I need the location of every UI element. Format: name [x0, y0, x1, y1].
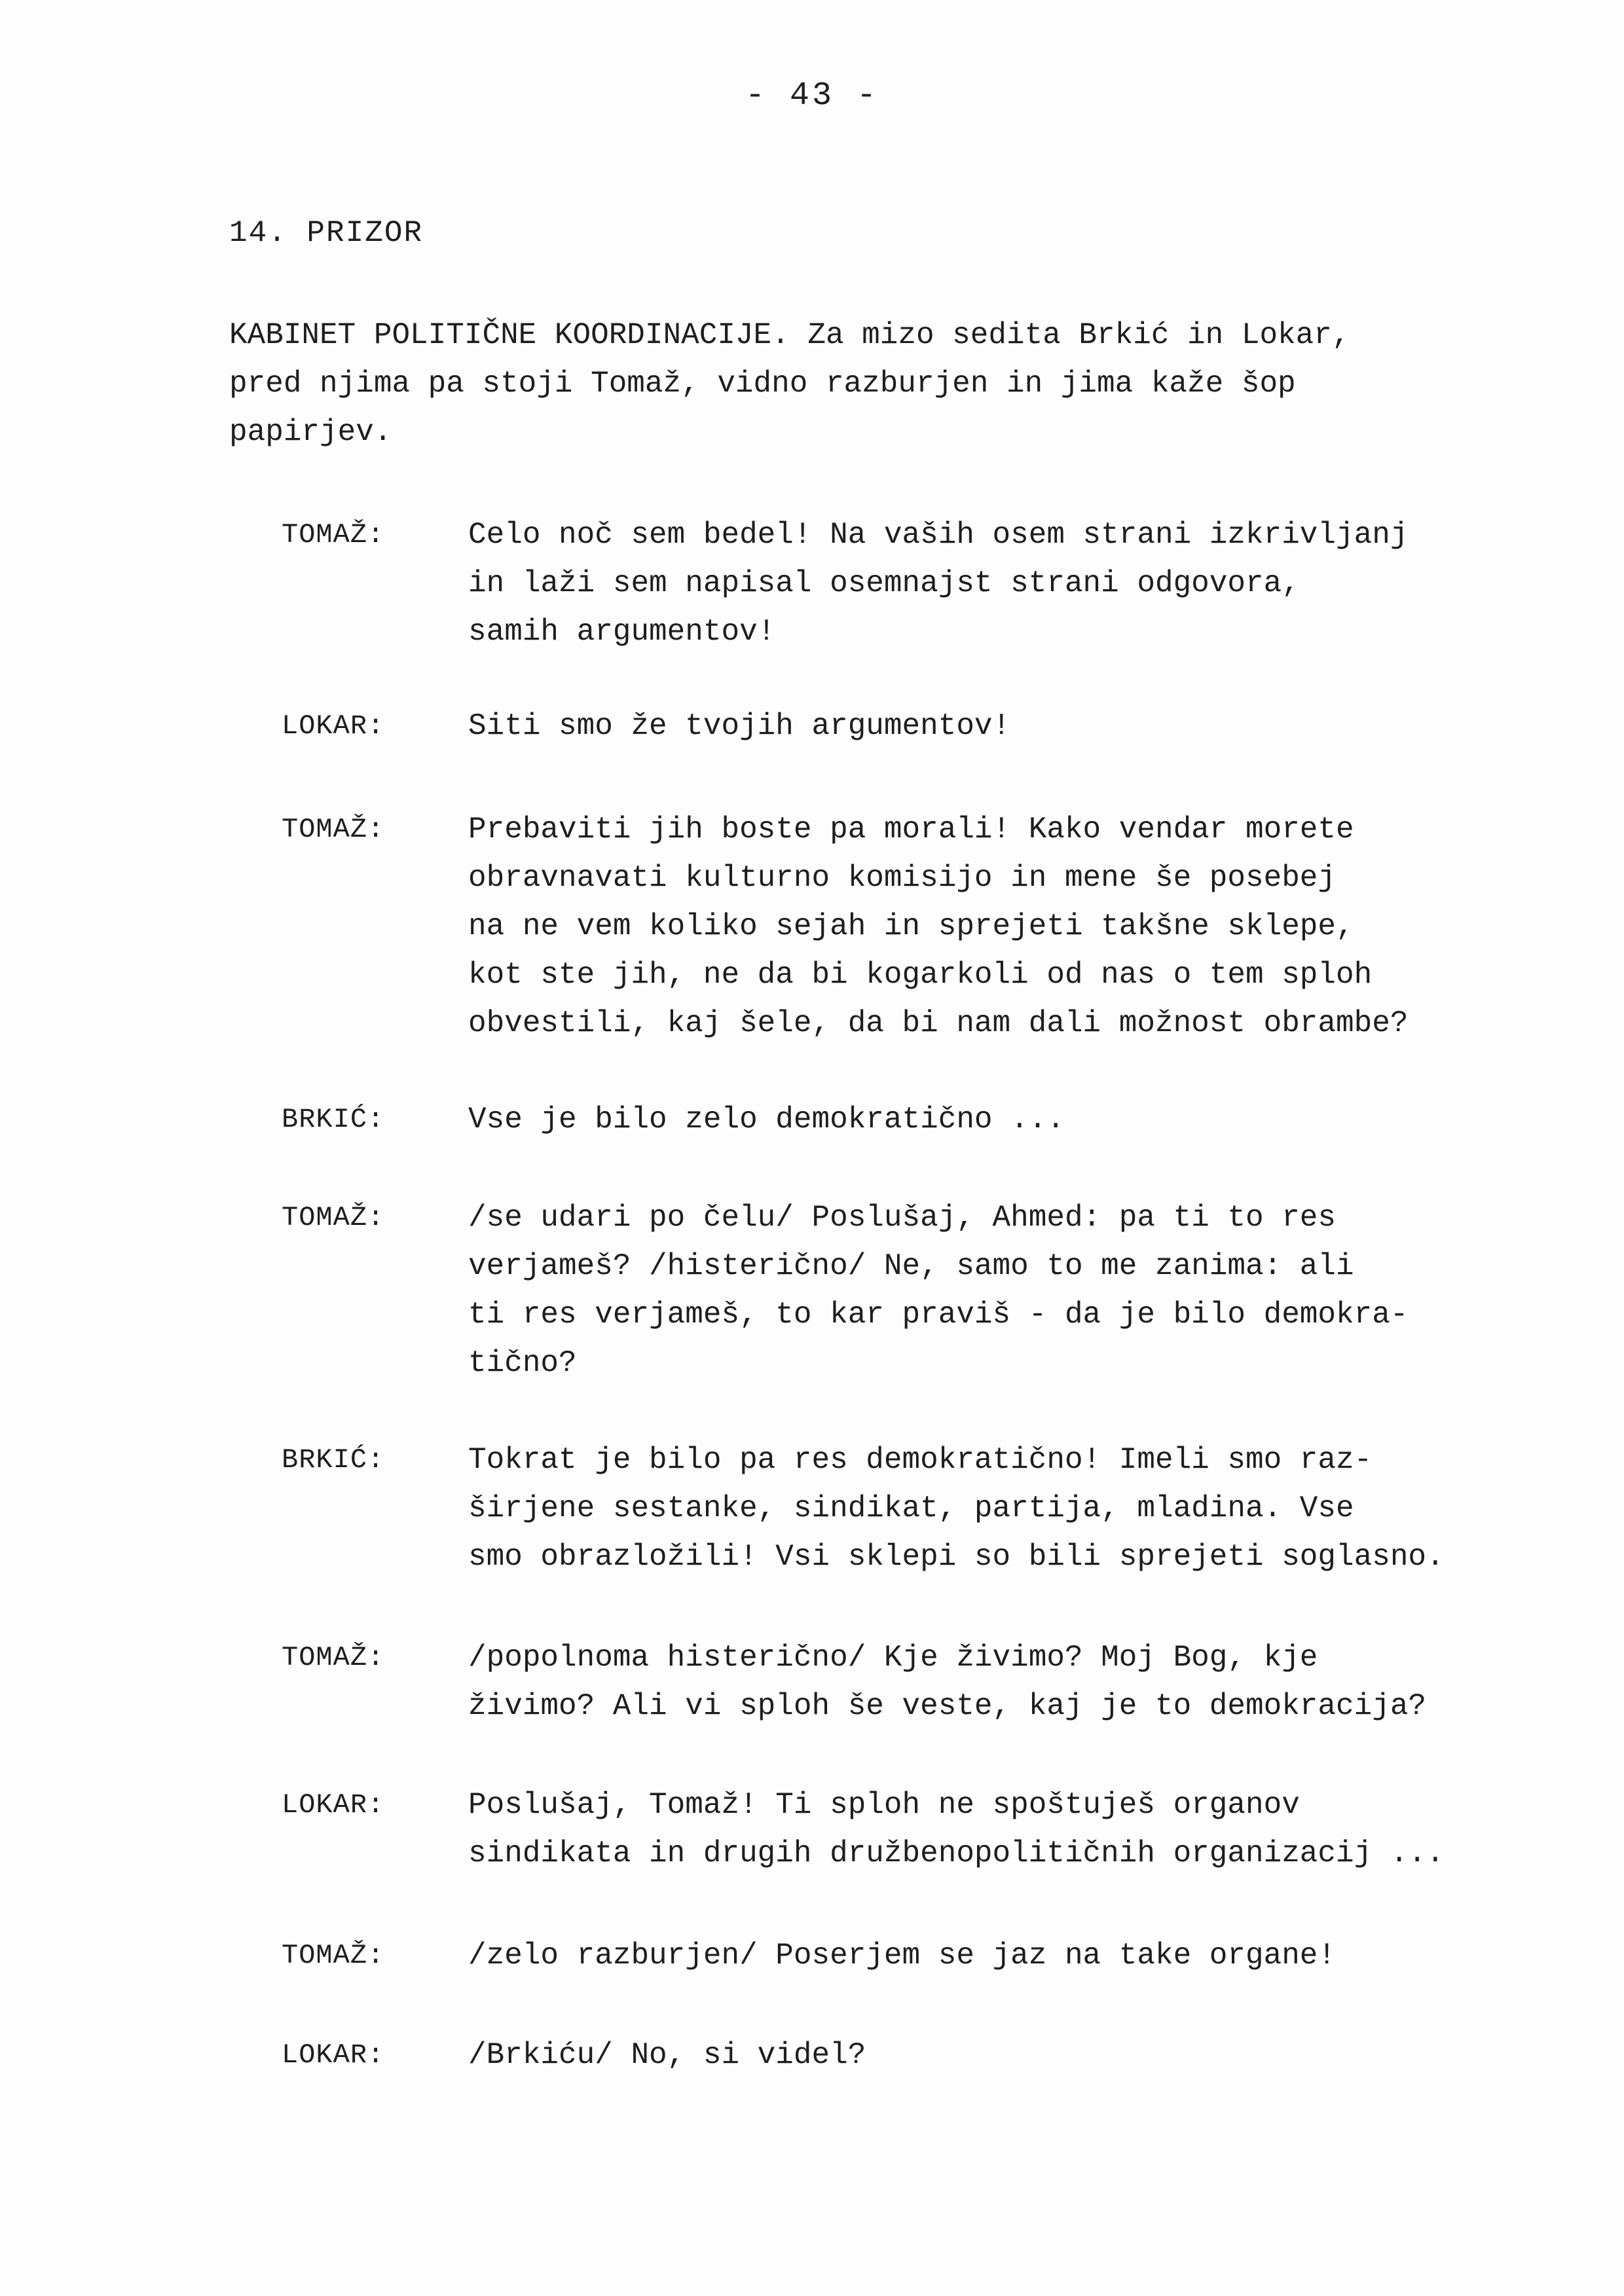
speaker-label: TOMAŽ: — [282, 814, 385, 845]
dialogue-text: Tokrat je bilo pa res demokratično! Imeli smo raz- širjene sestanke, sindikat, partija, mladina. Vse smo obrazložili! Vsi sklepi so bili sprejeti soglasno. — [468, 1443, 1445, 1574]
speaker-label: LOKAR: — [282, 710, 385, 742]
dialogue-text: Siti smo že tvojih argumentov! — [468, 709, 1011, 743]
speaker-label: TOMAŽ: — [282, 519, 385, 551]
scene-title: 14. PRIZOR — [229, 216, 424, 250]
dialogue-text: /popolnoma histerično/ Kje živimo? Moj Bog, kje živimo? Ali vi sploh še veste, kaj je to demokracija? — [468, 1641, 1427, 1723]
page-number: - 43 - — [745, 77, 879, 115]
speaker-label: BRKIĆ: — [282, 1444, 385, 1476]
speaker-label: BRKIĆ: — [282, 1104, 385, 1135]
dialogue-text: Celo noč sem bedel! Na vaših osem strani izkrivljanj in laži sem napisal osemnajst strani odgovora, samih argumentov! — [468, 518, 1409, 649]
speaker-label: TOMAŽ: — [282, 1642, 385, 1673]
dialogue-text: Poslušaj, Tomaž! Ti sploh ne spoštuješ organov sindikata in drugih družbenopolitičnih organizacij ... — [468, 1788, 1445, 1870]
dialogue-text: /Brkiću/ No, si videl? — [468, 2038, 866, 2072]
dialogue-text: /zelo razburjen/ Poserjem se jaz na take organe! — [468, 1939, 1337, 1973]
speaker-label: TOMAŽ: — [282, 1940, 385, 1971]
speaker-label: LOKAR: — [282, 1789, 385, 1821]
speaker-label: LOKAR: — [282, 2039, 385, 2071]
dialogue-text: /se udari po čelu/ Poslušaj, Ahmed: pa ti to res verjameš? /histerično/ Ne, samo to me zanima: ali ti res verjameš, to kar praviš - da je bilo demokra- tično? — [468, 1201, 1409, 1380]
stage-direction: KABINET POLITIČNE KOORDINACIJE. Za mizo sedita Brkić in Lokar, pred njima pa stoji Tomaž, vidno razburjen in jima kaže šop papirjev. — [229, 318, 1350, 449]
dialogue-text: Prebaviti jih boste pa morali! Kako vendar morete obravnavati kulturno komisijo in mene še posebej na ne vem koliko sejah in sprejeti takšne sklepe, kot ste jih, ne da bi kogarkoli od nas o tem sploh obvestili, kaj šele, da bi nam dali možnost obrambe? — [468, 812, 1409, 1040]
speaker-label: TOMAŽ: — [282, 1202, 385, 1233]
dialogue-text: Vse je bilo zelo demokratično ... — [468, 1102, 1065, 1137]
